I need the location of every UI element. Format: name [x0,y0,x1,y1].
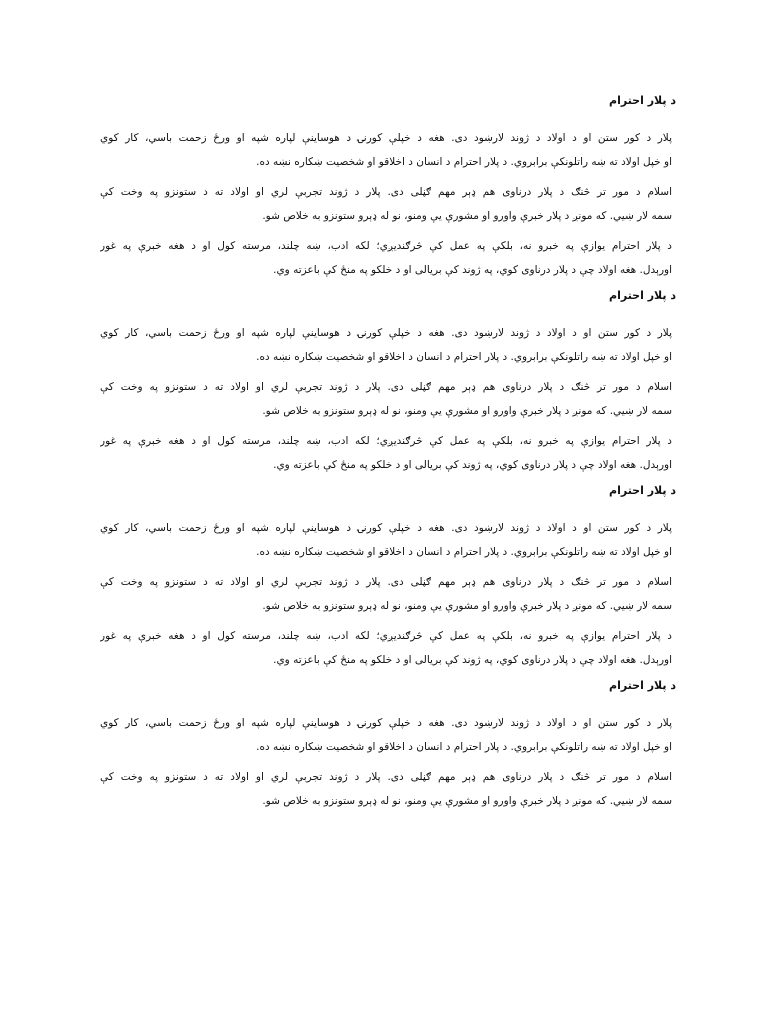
paragraph-line: سمه لار ښيي. که مونږ د پلار خبرې واورو او مشورې یې ومنو، نو له ډېرو ستونزو به خلاص شو. [262,795,672,807]
paragraph [95,180,676,228]
paragraph-line: اسلام د مور تر څنګ د پلار درناوی هم ډېر مهم ګڼلی دی. پلار د ژوند تجربې لري او اولاد ته د ستونزو په وخت کې [100,576,672,588]
paragraph-line: سمه لار ښيي. که مونږ د پلار خبرې واورو او مشورې یې ومنو، نو له ډېرو ستونزو به خلاص شو. [262,405,672,417]
section-heading: د پلار احترام [609,484,676,497]
section-3 [95,483,676,672]
paragraph-line: اورېدل. هغه اولاد چې د پلار درناوی کوي، په ژوند کې بریالی او د خلکو په منځ کې باعزته وي. [273,459,672,471]
paragraph [95,516,676,564]
paragraph-line: او خپل اولاد ته ښه راتلونکې برابروي. د پلار احترام د انسان د اخلاقو او شخصیت ښکاره نښه ده. [256,156,672,168]
paragraph-line: سمه لار ښيي. که مونږ د پلار خبرې واورو او مشورې یې ومنو، نو له ډېرو ستونزو به خلاص شو. [262,600,672,612]
paragraph-line: د پلار احترام یوازې په خبرو نه، بلکې په عمل کې څرګندیږي؛ لکه ادب، ښه چلند، مرسته کول او د هغه خبرې په غور [100,435,672,447]
section-heading: د پلار احترام [609,94,676,107]
section-1 [95,93,676,282]
paragraph [95,624,676,672]
paragraph-line: او خپل اولاد ته ښه راتلونکې برابروي. د پلار احترام د انسان د اخلاقو او شخصیت ښکاره نښه ده. [256,351,672,363]
paragraph [95,765,676,813]
paragraph [95,321,676,369]
section-heading: د پلار احترام [609,679,676,692]
document-page [95,93,676,819]
paragraph-line: سمه لار ښيي. که مونږ د پلار خبرې واورو او مشورې یې ومنو، نو له ډېرو ستونزو به خلاص شو. [262,210,672,222]
paragraph [95,375,676,423]
paragraph-line: اورېدل. هغه اولاد چې د پلار درناوی کوي، په ژوند کې بریالی او د خلکو په منځ کې باعزته وي. [273,264,672,276]
paragraph-line: پلار د کور ستن او د اولاد د ژوند لارښود دی. هغه د خپلې کورنۍ د هوساینې لپاره شپه او ورځ زحمت باسي، کار کوي [100,132,672,144]
paragraph-line: پلار د کور ستن او د اولاد د ژوند لارښود دی. هغه د خپلې کورنۍ د هوساینې لپاره شپه او ورځ زحمت باسي، کار کوي [100,522,672,534]
section-heading: د پلار احترام [609,289,676,302]
paragraph-line: اسلام د مور تر څنګ د پلار درناوی هم ډېر مهم ګڼلی دی. پلار د ژوند تجربې لري او اولاد ته د ستونزو په وخت کې [100,186,672,198]
paragraph-line: اورېدل. هغه اولاد چې د پلار درناوی کوي، په ژوند کې بریالی او د خلکو په منځ کې باعزته وي. [273,654,672,666]
paragraph [95,234,676,282]
paragraph-line: اسلام د مور تر څنګ د پلار درناوی هم ډېر مهم ګڼلی دی. پلار د ژوند تجربې لري او اولاد ته د ستونزو په وخت کې [100,381,672,393]
paragraph-line: او خپل اولاد ته ښه راتلونکې برابروي. د پلار احترام د انسان د اخلاقو او شخصیت ښکاره نښه ده. [256,741,672,753]
paragraph-line: اسلام د مور تر څنګ د پلار درناوی هم ډېر مهم ګڼلی دی. پلار د ژوند تجربې لري او اولاد ته د ستونزو په وخت کې [100,771,672,783]
paragraph-line: د پلار احترام یوازې په خبرو نه، بلکې په عمل کې څرګندیږي؛ لکه ادب، ښه چلند، مرسته کول او د هغه خبرې په غور [100,240,672,252]
paragraph-line: پلار د کور ستن او د اولاد د ژوند لارښود دی. هغه د خپلې کورنۍ د هوساینې لپاره شپه او ورځ زحمت باسي، کار کوي [100,717,672,729]
paragraph-line: د پلار احترام یوازې په خبرو نه، بلکې په عمل کې څرګندیږي؛ لکه ادب، ښه چلند، مرسته کول او د هغه خبرې په غور [100,630,672,642]
paragraph-line: او خپل اولاد ته ښه راتلونکې برابروي. د پلار احترام د انسان د اخلاقو او شخصیت ښکاره نښه ده. [256,546,672,558]
paragraph [95,711,676,759]
section-2 [95,288,676,477]
paragraph [95,570,676,618]
section-4 [95,678,676,813]
paragraph [95,126,676,174]
paragraph-line: پلار د کور ستن او د اولاد د ژوند لارښود دی. هغه د خپلې کورنۍ د هوساینې لپاره شپه او ورځ زحمت باسي، کار کوي [100,327,672,339]
paragraph [95,429,676,477]
